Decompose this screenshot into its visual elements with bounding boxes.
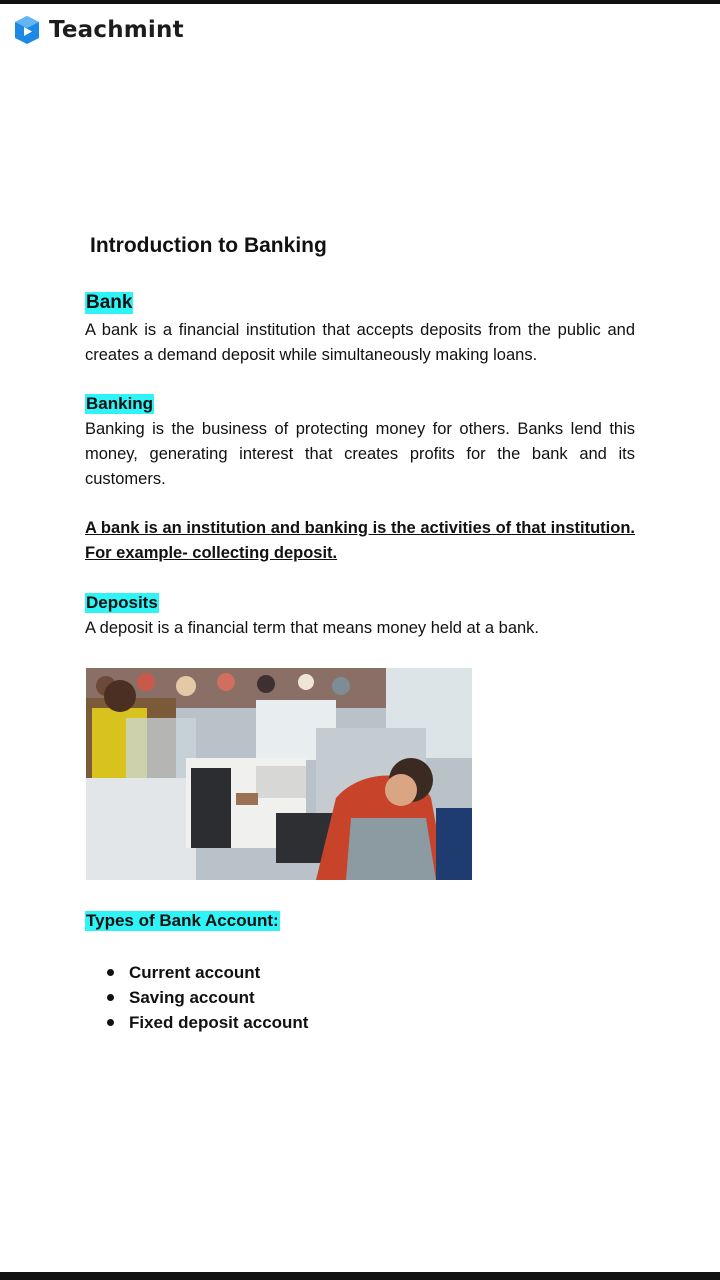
bank-vs-banking-note: A bank is an institution and banking is the activities of that institution. For example- collecting deposit. [85,519,635,562]
bullet-dot [107,994,114,1001]
list-item-label: Current account [129,963,261,982]
bullet-dot [107,1019,114,1026]
bank-counter-photo [86,668,472,880]
bullet-dot [107,969,114,976]
brand-header[interactable] [13,14,184,46]
paragraph-banking: Banking is the business of protecting money for others. Banks lend this money, generating interest that creates profits for the bank and its customers. [85,420,635,488]
paragraph-deposits: A deposit is a financial term that means money held at a bank. [85,619,540,637]
page-title: Introduction to Banking [90,234,327,257]
heading-types-of-bank-account: Types of Bank Account: [86,911,279,930]
list-item-label: Fixed deposit account [129,1013,309,1032]
teachmint-logo-icon [13,15,41,45]
list-item [105,985,308,1010]
paragraph-bank: A bank is a financial institution that accepts deposits from the public and creates a demand deposit while simultaneously making loans. [85,321,635,364]
heading-bank: Bank [86,292,133,313]
heading-deposits: Deposits [86,593,158,612]
list-item [105,960,308,985]
bottom-border [0,1272,720,1280]
list-item-label: Saving account [129,988,255,1007]
heading-banking: Banking [86,394,154,413]
brand-name: Teachmint [49,17,184,43]
bank-account-types-list [105,960,308,1035]
top-border [0,0,720,4]
list-item [105,1010,308,1035]
